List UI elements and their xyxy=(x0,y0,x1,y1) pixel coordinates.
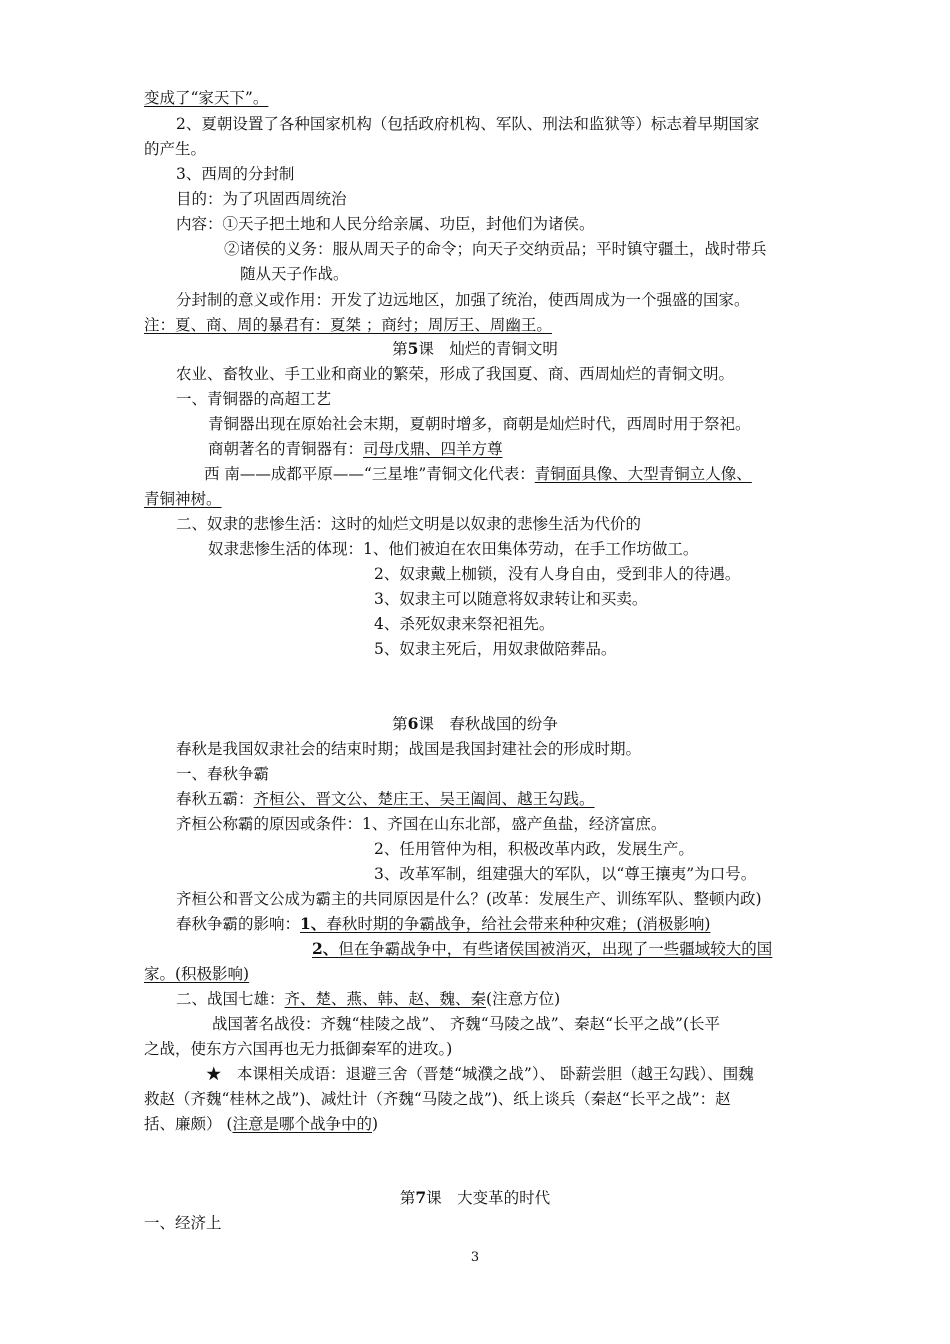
text-line: 5、奴隶主死后，用奴隶做陪葬品。 xyxy=(374,640,617,658)
text-segment-underlined: 注意是哪个战争中的 xyxy=(232,1115,372,1133)
text-segment-underlined: 2、 xyxy=(312,939,339,958)
text-line: 注：夏、商、周的暴君有：夏桀 ；商纣；周厉王、周幽王。 xyxy=(144,316,552,334)
text-line: 一、经济上 xyxy=(144,1214,222,1232)
text-line: ②诸侯的义务：服从周天子的命令；向天子交纳贡品；平时镇守疆土，战时带兵 xyxy=(224,240,767,258)
text-line: 二、奴隶的悲惨生活：这时的灿烂文明是以奴隶的悲惨生活为代价的 xyxy=(176,515,642,533)
text-line: 救赵（齐魏“桂林之战”)、减灶计（齐魏“马陵之战”)、纸上谈兵（秦赵“长平之战”：赵 xyxy=(144,1090,731,1108)
text-line xyxy=(312,937,772,961)
heading-prefix: 第 xyxy=(392,715,408,733)
text-segment: 括、廉颇） ( xyxy=(144,1115,233,1133)
text-segment: 商朝著名的青铜器有： xyxy=(208,440,364,458)
text-line: 3、西周的分封制 xyxy=(176,165,295,183)
text-line: 2、奴隶戴上枷锁，没有人身自由，受到非人的待遇。 xyxy=(374,565,741,583)
text-line xyxy=(176,787,595,811)
text-line: 2、夏朝设置了各种国家机构（包括政府机构、军队、刑法和监狱等）标志着早期国家 xyxy=(176,115,760,133)
text-line: 青铜器出现在原始社会末期，夏朝时增多，商朝是灿烂时代，西周时用于祭祀。 xyxy=(208,415,751,433)
lesson-number: 6 xyxy=(407,714,419,733)
text-line: 青铜神树。 xyxy=(144,490,222,508)
text-line: 变成了“家天下”。 xyxy=(144,89,269,107)
text-line: 4、杀死奴隶来祭祀祖先。 xyxy=(374,615,555,633)
text-line xyxy=(208,437,503,461)
text-line xyxy=(144,1112,378,1136)
text-segment-underlined: 司母戊鼎、四羊方尊 xyxy=(363,440,503,458)
text-line xyxy=(176,987,560,1011)
text-segment-underlined: 1、 xyxy=(300,914,327,933)
text-line: 内容：①天子把土地和人民分给亲属、功臣，封他们为诸侯。 xyxy=(176,215,595,233)
lesson-number: 7 xyxy=(415,1188,427,1207)
text-line xyxy=(204,462,752,486)
text-line: 的产生。 xyxy=(144,140,207,158)
heading-prefix: 第 xyxy=(392,340,408,358)
text-line: 齐桓公称霸的原因或条件：1、齐国在山东北部，盛产鱼盐，经济富庶。 xyxy=(176,815,667,833)
text-segment-underlined: 青铜面具像、大型青铜立人像、 xyxy=(534,465,752,483)
page-number: 3 xyxy=(470,1250,480,1265)
heading-title: 课 春秋战国的纷争 xyxy=(418,715,558,733)
lesson-6-heading xyxy=(0,712,950,736)
text-line: 齐桓公和晋文公成为霸主的共同原因是什么？(改革：发展生产、训练军队、整顿内政) xyxy=(176,890,762,908)
text-line xyxy=(176,912,710,936)
text-segment: ) xyxy=(372,1115,379,1133)
text-line: 之战，使东方六国再也无力抵御秦军的进攻。) xyxy=(144,1040,453,1058)
text-line: 2、任用管仲为相，积极改革内政，发展生产。 xyxy=(374,840,694,858)
text-line: 一、青铜器的高超工艺 xyxy=(176,390,332,408)
text-line: 春秋是我国奴隶社会的结束时期；战国是我国封建社会的形成时期。 xyxy=(176,740,642,758)
text-segment: 春秋争霸的影响： xyxy=(176,915,301,933)
lesson-5-heading xyxy=(0,337,950,361)
text-segment-underlined: 但在争霸战争中，有些诸侯国被消灭，出现了一些疆域较大的国 xyxy=(338,940,773,958)
text-segment: 西 南——成都平原——“三星堆”青铜文化代表： xyxy=(204,465,535,483)
text-line: 3、奴隶主可以随意将奴隶转让和买卖。 xyxy=(374,590,648,608)
lesson-number: 5 xyxy=(407,339,419,358)
text-line: ★ 本课相关成语：退避三舍（晋楚“城濮之战”）、 卧薪尝胆（越王勾践）、围魏 xyxy=(206,1065,754,1083)
text-line: 家。(积极影响) xyxy=(144,965,250,983)
text-segment-underlined: 春秋时期的争霸战争，给社会带来种种灾难；(消极影响) xyxy=(326,915,711,933)
text-segment: 二、战国七雄： xyxy=(176,990,285,1008)
text-line: 随从天子作战。 xyxy=(240,265,349,283)
text-line: 奴隶悲惨生活的体现：1、他们被迫在农田集体劳动，在手工作坊做工。 xyxy=(208,540,699,558)
text-line: 战国著名战役：齐魏“桂陵之战”、 齐魏“马陵之战”、秦赵“长平之战”(长平 xyxy=(212,1015,721,1033)
text-segment: 春秋五霸： xyxy=(176,790,254,808)
heading-title: 课 大变革的时代 xyxy=(426,1189,551,1207)
text-line: 农业、畜牧业、手工业和商业的繁荣，形成了我国夏、商、西周灿烂的青铜文明。 xyxy=(176,365,735,383)
text-segment: (注意方位) xyxy=(486,990,561,1008)
text-line: 分封制的意义或作用：开发了边远地区，加强了统治，使西周成为一个强盛的国家。 xyxy=(176,291,750,309)
heading-title: 课 灿烂的青铜文明 xyxy=(418,340,558,358)
text-line: 一、春秋争霸 xyxy=(176,765,270,783)
heading-prefix: 第 xyxy=(399,1189,416,1207)
text-line: 目的：为了巩固西周统治 xyxy=(176,190,347,208)
text-segment-underlined: 齐、楚、燕、韩、赵、魏、秦 xyxy=(284,990,487,1008)
text-line: 3、改革军制，组建强大的军队，以“尊王攘夷”为口号。 xyxy=(374,865,757,883)
text-segment-underlined: 齐桓公、晋文公、楚庄王、吴王阖闾、越王勾践。 xyxy=(253,790,595,808)
lesson-7-heading xyxy=(0,1186,950,1210)
